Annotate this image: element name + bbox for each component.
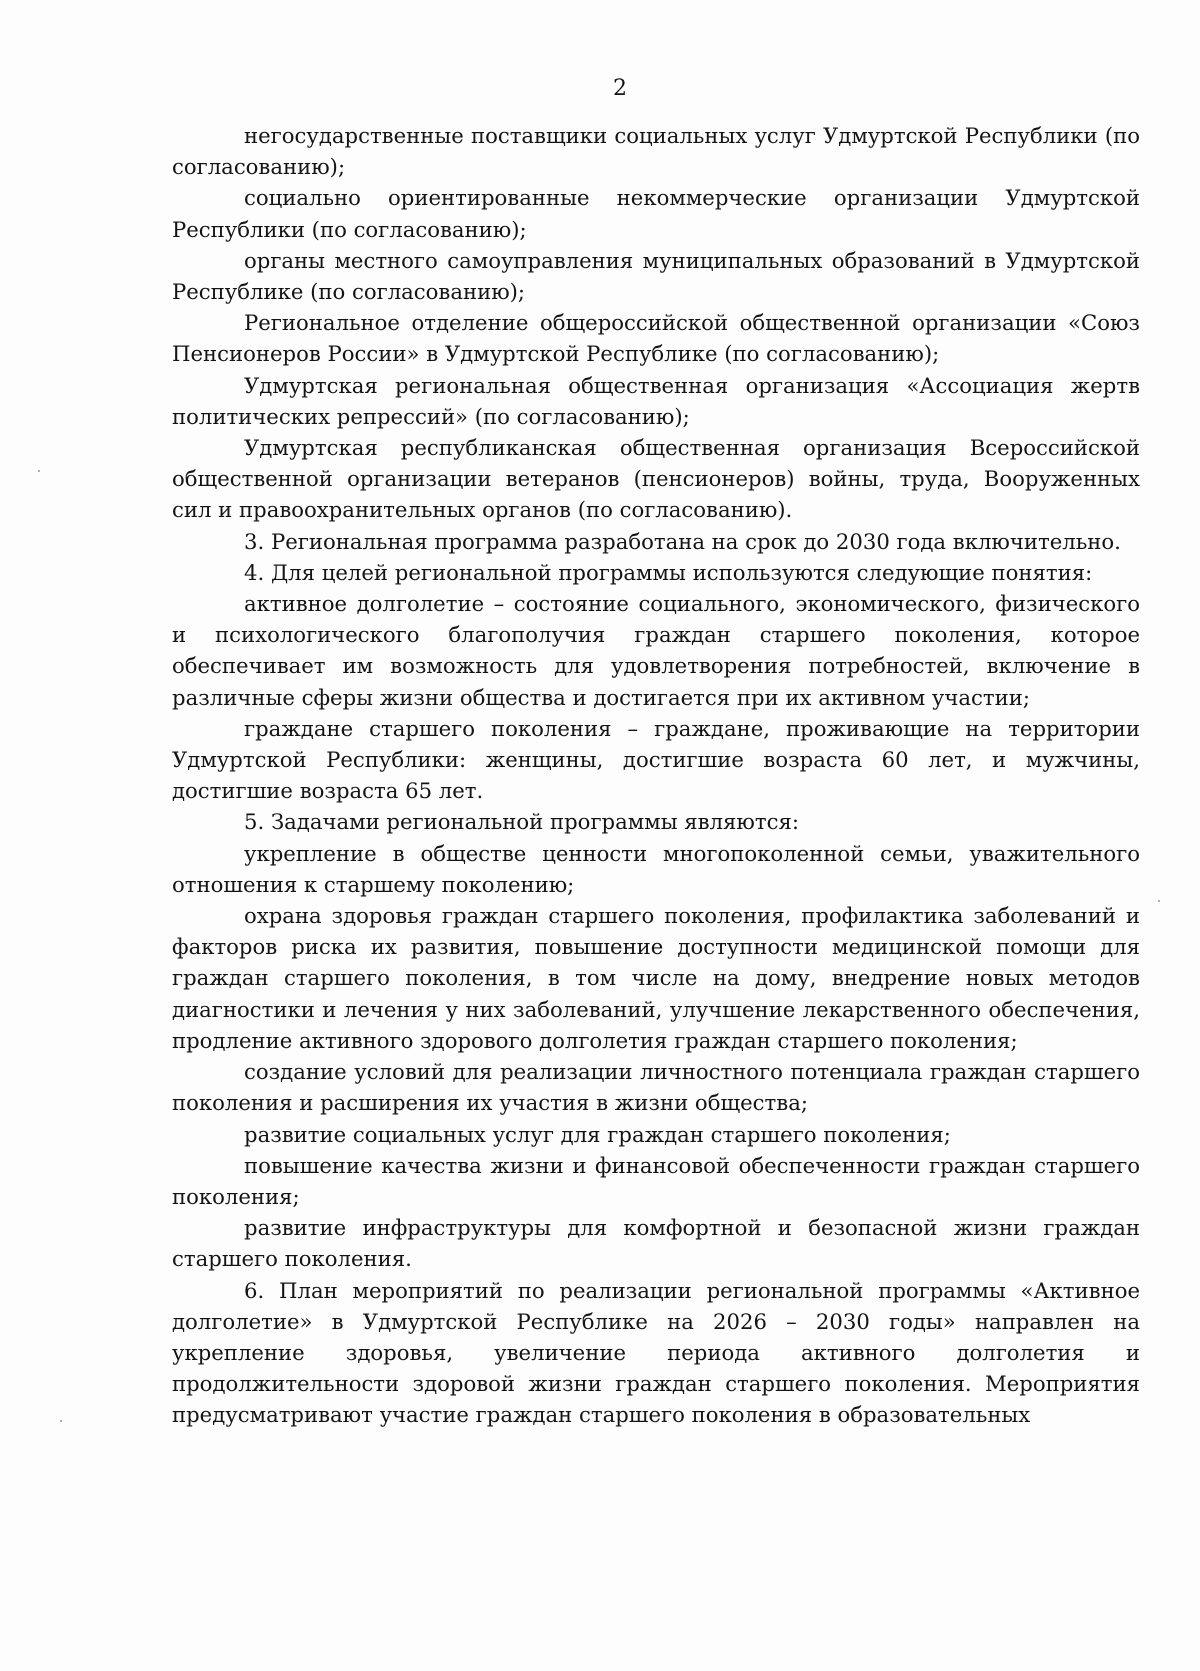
paragraph-item: развитие инфраструктуры для комфортной и безопасной жизни граждан старшего поколения. bbox=[172, 1215, 1140, 1272]
paragraph-item: повышение качества жизни и финансовой обеспеченности граждан старшего поколения; bbox=[172, 1152, 1140, 1209]
scan-speck bbox=[60, 1420, 62, 1422]
paragraph-item: граждане старшего поколения – граждане, проживающие на территории Удмуртской Республики: женщины, достигшие возраста 60 лет, и мужчины, достигшие возраста 65 лет. bbox=[172, 715, 1140, 804]
paragraph-item: Удмуртская региональная общественная организация «Ассоциация жертв политических репрессий» (по согласованию); bbox=[172, 372, 1140, 429]
paragraph-item: создание условий для реализации личностного потенциала граждан старшего поколения и расширения их участия в жизни общества; bbox=[172, 1059, 1140, 1116]
document-body bbox=[172, 120, 1140, 1431]
paragraph-item: 4. Для целей региональной программы используются следующие понятия: bbox=[244, 559, 1093, 585]
paragraph-item: 6. План мероприятий по реализации региональной программы «Активное долголетие» в Удмуртской Республике на 2026 – 2030 годы» направлен на укрепление здоровья, увеличение периода активного долголетия и продолжительности здоровой жизни граждан старшего поколения. Мероприятия предусматривают участие граждан старшего поколения в образовательных bbox=[172, 1277, 1140, 1428]
paragraph-item: Региональное отделение общероссийской общественной организации «Союз Пенсионеров России» в Удмуртской Республике (по согласованию); bbox=[172, 310, 1140, 367]
page-number: 2 bbox=[613, 76, 627, 101]
paragraph-item: укрепление в обществе ценности многопоколенной семьи, уважительного отношения к старшему поколению; bbox=[172, 840, 1140, 897]
paragraph-item: органы местного самоуправления муниципальных образований в Удмуртской Республике (по согласованию); bbox=[172, 247, 1140, 305]
paragraph-item: охрана здоровья граждан старшего поколения, профилактика заболеваний и факторов риска их развития, повышение доступности медицинской помощи для граждан старшего поколения, в том числе на дому, внедрение новых методов диагностики и лечения у них заболеваний, улучшение лекарственного обеспечения, продление активного здорового долголетия граждан старшего поколения; bbox=[172, 903, 1140, 1053]
paragraph-item: активное долголетие – состояние социального, экономического, физического и психологического благополучия граждан старшего поколения, которое обеспечивает им возможность для удовлетворения потребностей, включение в различные сферы жизни общества и достигается при их активном участии; bbox=[172, 591, 1140, 710]
paragraph-item: социально ориентированные некоммерческие организации Удмуртской Республики (по согласованию); bbox=[172, 185, 1140, 242]
paragraph-item: 5. Задачами региональной программы являются: bbox=[244, 809, 799, 835]
paragraph-item: развитие социальных услуг для граждан старшего поколения; bbox=[244, 1121, 951, 1147]
paragraph-item: негосударственные поставщики социальных услуг Удмуртской Республики (по согласованию); bbox=[172, 123, 1140, 180]
paragraph-item: 3. Региональная программа разработана на срок до 2030 года включительно. bbox=[244, 528, 1121, 554]
paragraph-item: Удмуртская республиканская общественная организация Всероссийской общественной организации ветеранов (пенсионеров) войны, труда, Вооруженных сил и правоохранительных органов (по согласованию). bbox=[172, 435, 1140, 523]
scan-speck bbox=[1158, 900, 1160, 902]
scan-speck bbox=[38, 470, 40, 472]
